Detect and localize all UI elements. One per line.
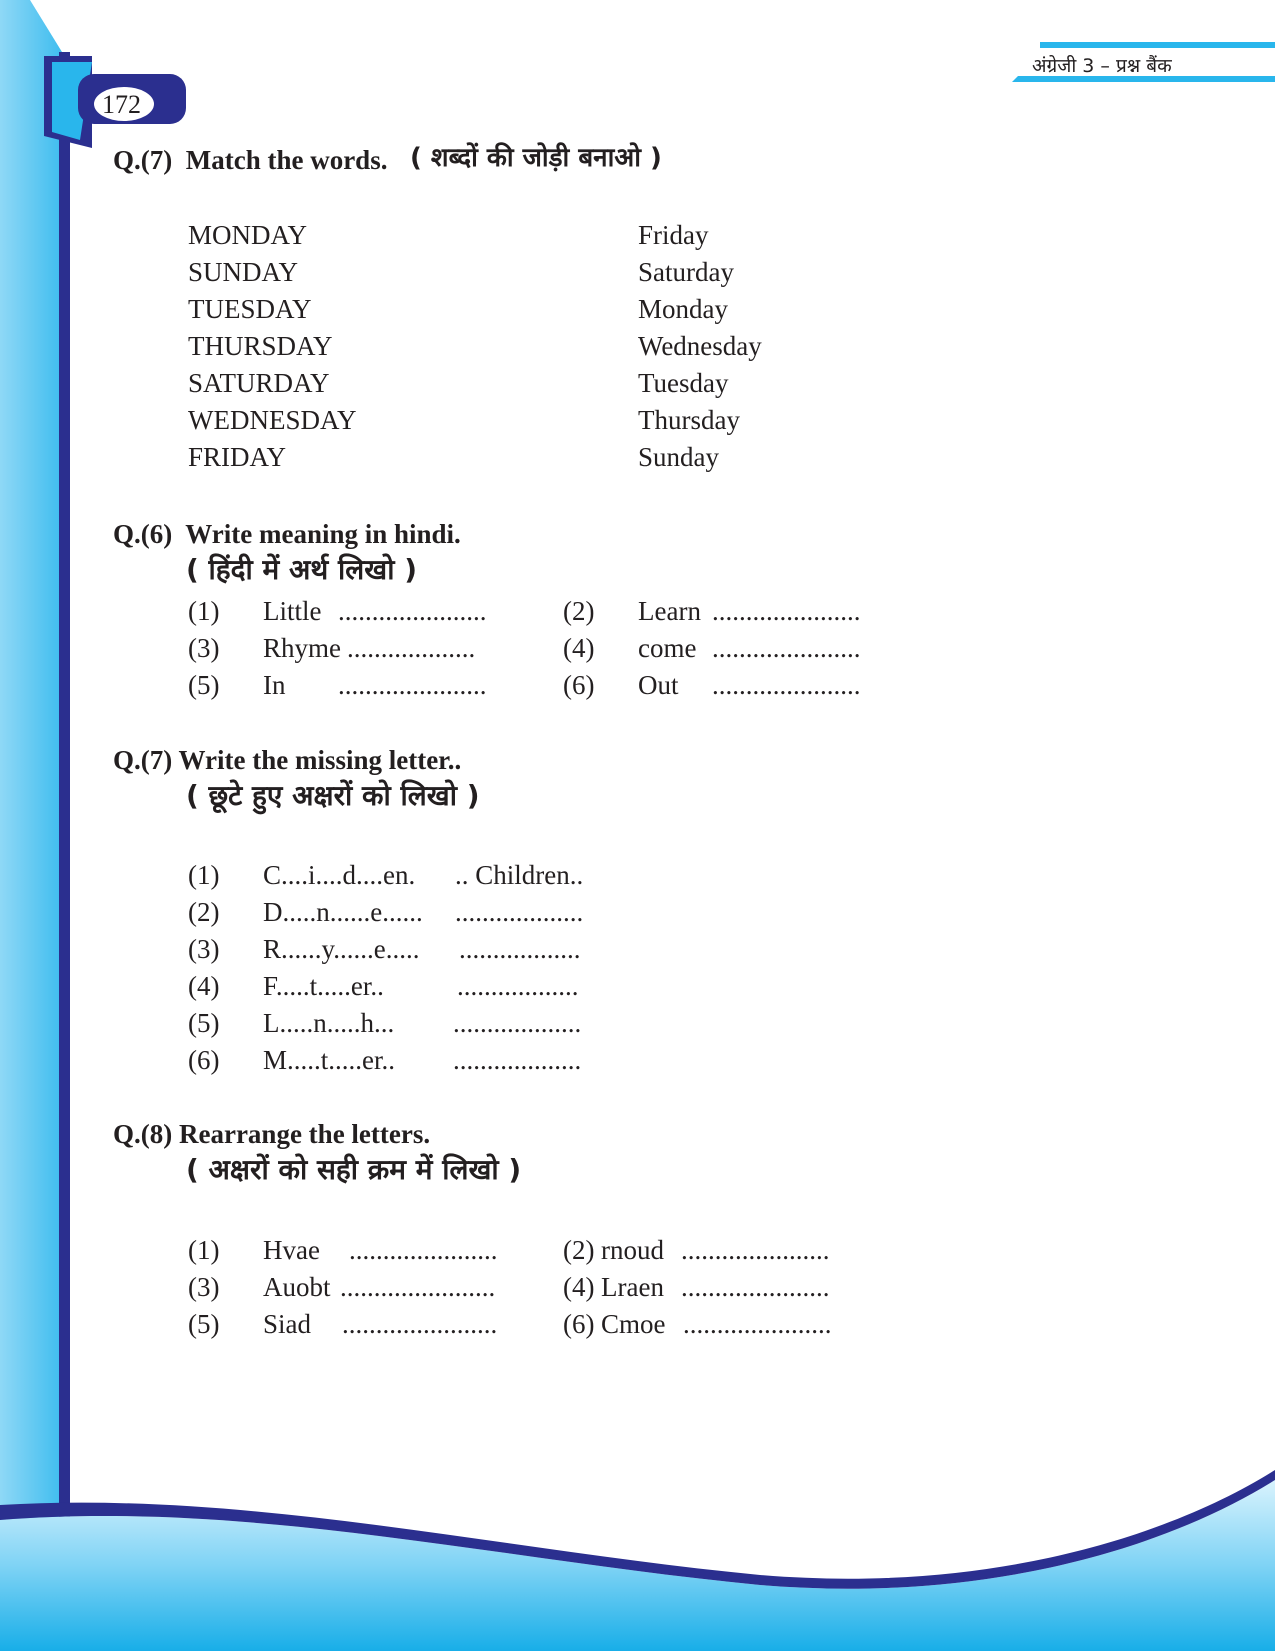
item-number: (6)	[563, 1309, 595, 1339]
item-number: (1)	[188, 596, 220, 626]
match-left-word: SUNDAY	[188, 257, 299, 287]
answer-blank[interactable]: ......................	[338, 670, 487, 700]
item-word: R......y......e.....	[263, 934, 420, 964]
item-word: In	[263, 670, 286, 700]
answer-blank[interactable]: ..................	[459, 934, 581, 964]
match-right-word: Wednesday	[638, 331, 762, 361]
item-word: rnoud	[601, 1235, 664, 1265]
match-right-word: Tuesday	[638, 368, 729, 398]
match-left-word: SATURDAY	[188, 368, 330, 398]
item-number: (4)	[188, 971, 220, 1001]
answer-blank[interactable]: ...................	[453, 1008, 582, 1038]
item-number: (6)	[563, 670, 595, 700]
item-number: (1)	[188, 1235, 220, 1265]
item-number: (3)	[188, 934, 220, 964]
item-number: (3)	[188, 1272, 220, 1302]
item-word: M.....t.....er..	[263, 1045, 395, 1075]
question-hindi-instruction: ( शब्दों की जोड़ी बनाओ )	[410, 143, 662, 173]
header-rule-top	[1040, 42, 1275, 48]
left-navy-rule	[59, 52, 70, 1552]
match-right-word: Friday	[638, 220, 709, 250]
item-word: Lraen	[601, 1272, 664, 1302]
item-word: Auobt	[263, 1272, 331, 1302]
item-number: (5)	[188, 670, 220, 700]
item-word: Learn	[638, 596, 701, 626]
item-number: (5)	[188, 1008, 220, 1038]
item-word: Siad	[263, 1309, 312, 1339]
match-left-word: MONDAY	[188, 220, 308, 250]
item-word: F.....t.....er..	[263, 971, 384, 1001]
answer-blank[interactable]: .......................	[340, 1272, 496, 1302]
match-right-word: Thursday	[638, 405, 740, 435]
match-right-word: Sunday	[638, 442, 719, 472]
match-left-word: THURSDAY	[188, 331, 333, 361]
question-hindi-instruction: ( छूटे हुए अक्षरों को लिखो )	[186, 779, 480, 812]
item-number: (2)	[188, 897, 220, 927]
question-hindi-instruction: ( हिंदी में अर्थ लिखो )	[186, 553, 417, 586]
answer-blank[interactable]: ......................	[712, 670, 861, 700]
match-left-word: WEDNESDAY	[188, 405, 357, 435]
item-number: (6)	[188, 1045, 220, 1075]
item-word: Out	[638, 670, 679, 700]
question-title: Q.(8) Rearrange the letters.	[113, 1119, 431, 1149]
answer-blank[interactable]: ..................	[457, 971, 579, 1001]
question-title: Q.(7) Write the missing letter..	[113, 745, 462, 775]
answer-blank[interactable]: ......................	[349, 1235, 498, 1265]
answer-blank[interactable]: ...................	[347, 633, 476, 663]
item-number: (4)	[563, 1272, 595, 1302]
item-number: (4)	[563, 633, 595, 663]
match-left-word: TUESDAY	[188, 294, 312, 324]
item-number: (2)	[563, 1235, 595, 1265]
question-title: Q.(7) Match the words.	[113, 145, 388, 175]
item-word: Little	[263, 596, 322, 626]
answer-blank[interactable]: ......................	[681, 1272, 830, 1302]
item-word: L.....n.....h...	[263, 1008, 395, 1038]
match-left-word: FRIDAY	[188, 442, 287, 472]
answer-blank[interactable]: ...................	[453, 1045, 582, 1075]
answer-blank[interactable]: ...................	[455, 897, 584, 927]
item-number: (5)	[188, 1309, 220, 1339]
answer-blank[interactable]: .. Children..	[455, 860, 584, 890]
item-number: (1)	[188, 860, 220, 890]
answer-blank[interactable]: .......................	[342, 1309, 498, 1339]
match-right-word: Monday	[638, 294, 728, 324]
page-number: 172	[102, 90, 141, 119]
item-number: (3)	[188, 633, 220, 663]
item-number: (2)	[563, 596, 595, 626]
item-word: Hvae	[263, 1235, 320, 1265]
question-hindi-instruction: ( अक्षरों को सही क्रम में लिखो )	[186, 1153, 522, 1186]
answer-blank[interactable]: ......................	[683, 1309, 832, 1339]
answer-blank[interactable]: ......................	[712, 633, 861, 663]
question-title: Q.(6) Write meaning in hindi.	[113, 519, 461, 549]
item-word: D.....n......e......	[263, 897, 423, 927]
item-word: come	[638, 633, 697, 663]
answer-blank[interactable]: ......................	[712, 596, 861, 626]
item-word: C....i....d....en.	[263, 860, 416, 890]
left-margin-band	[0, 0, 62, 1560]
item-word: Rhyme	[263, 633, 341, 663]
match-right-word: Saturday	[638, 257, 734, 287]
answer-blank[interactable]: ......................	[681, 1235, 830, 1265]
answer-blank[interactable]: ......................	[338, 596, 487, 626]
item-word: Cmoe	[601, 1309, 666, 1339]
header-title: अंग्रेजी 3 – प्रश्न बैंक	[1032, 55, 1172, 77]
